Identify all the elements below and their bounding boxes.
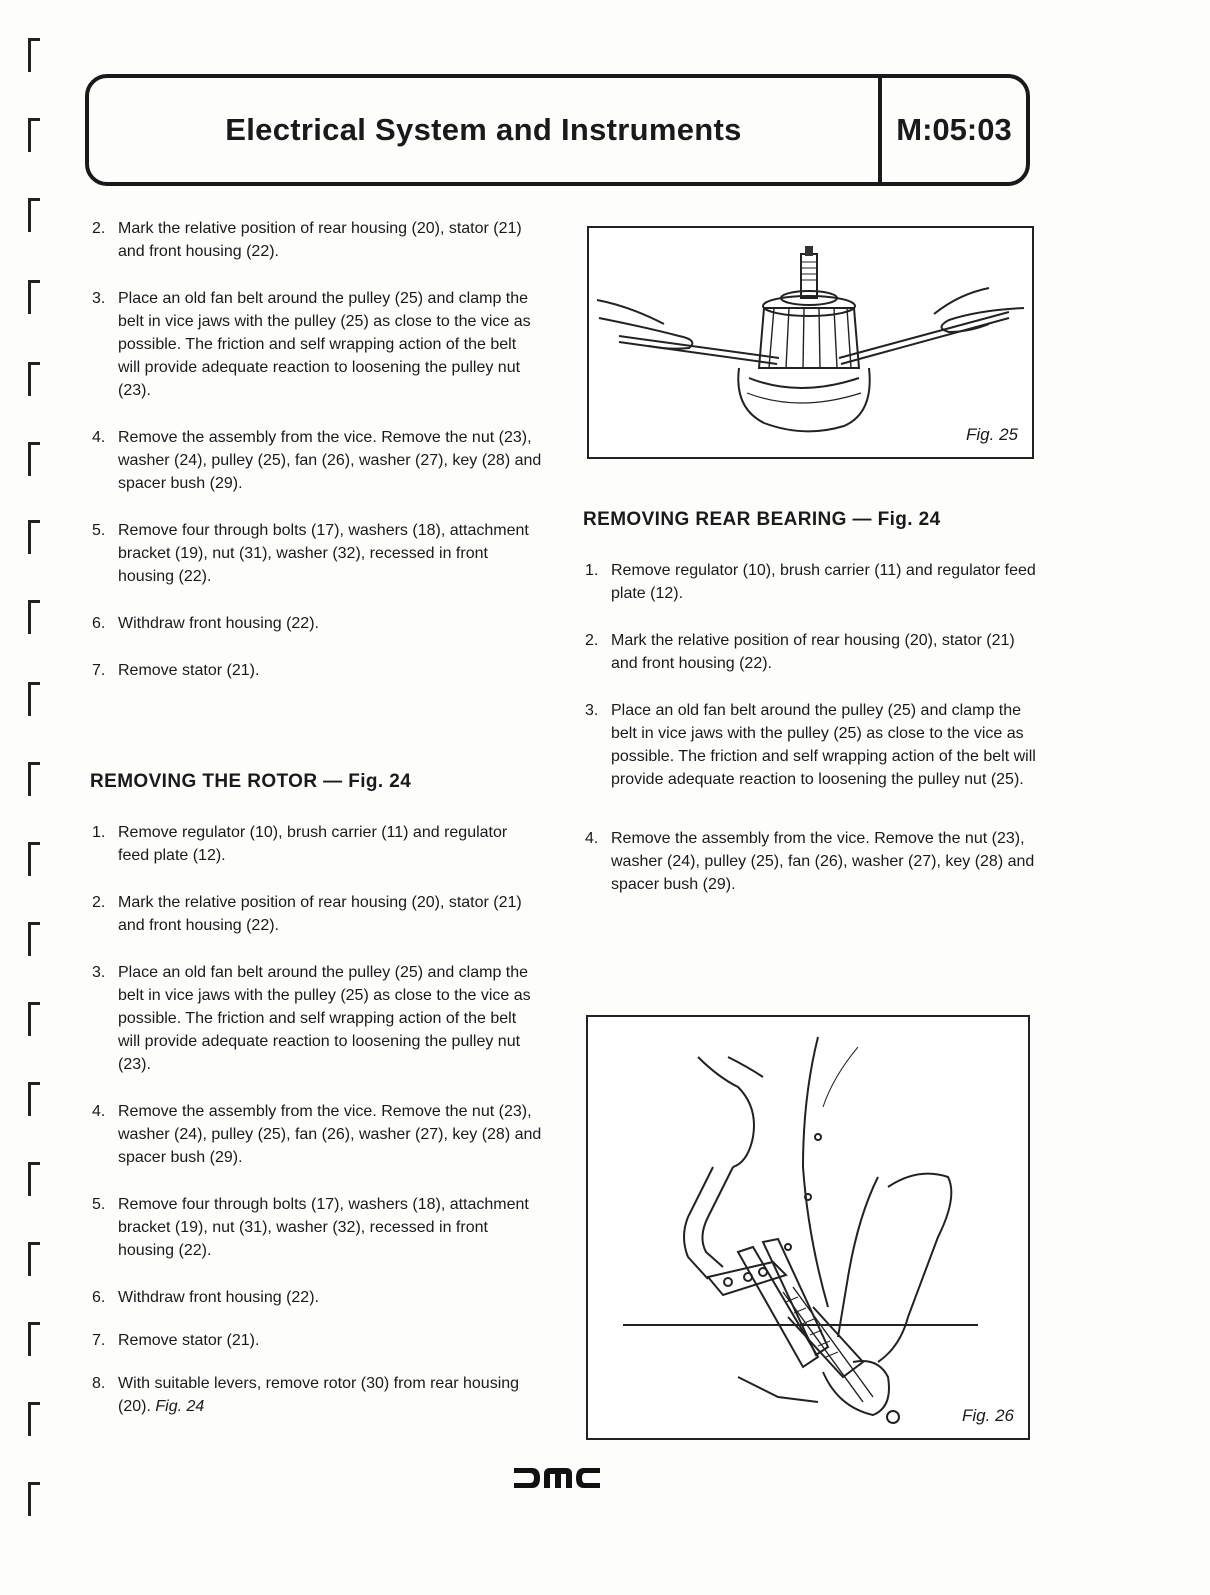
- section-heading-removing-rotor: REMOVING THE ROTOR — Fig. 24: [90, 771, 412, 792]
- binder-mark: [22, 1482, 42, 1516]
- list-item: 8. With suitable levers, remove rotor (30) from rear housing (20). Fig. 24: [92, 1375, 520, 1415]
- list-item: 1. Remove regulator (10), brush carrier (11) and regulator feed plate (12).: [92, 824, 508, 864]
- page-title: Electrical System and Instruments: [225, 112, 742, 147]
- binder-mark: [22, 520, 42, 554]
- list-item: 6. Withdraw front housing (22).: [92, 1289, 319, 1306]
- list-item: 4. Remove the assembly from the vice. Remove the nut (23), washer (24), pulley (25), fan (26), washer (27), key (28) and spacer bush (29).: [92, 1103, 542, 1166]
- binder-mark: [22, 842, 42, 876]
- binder-mark: [22, 1242, 42, 1276]
- figure-26-caption: Fig. 26: [962, 1406, 1014, 1425]
- alternator-levers-illustration: [589, 228, 1032, 457]
- bearing-puller-illustration: [588, 1017, 1028, 1438]
- section-heading-removing-rear-bearing: REMOVING REAR BEARING — Fig. 24: [583, 509, 941, 530]
- list-item: 3. Place an old fan belt around the pulley (25) and clamp the belt in vice jaws with the pulley (25) as close to the vice as possible. The friction and self wrapping action of the belt will provide adequate reaction to loosening the pulley nut (25).: [585, 702, 1036, 788]
- list-item: 4. Remove the assembly from the vice. Remove the nut (23), washer (24), pulley (25), fan (26), washer (27), key (28) and spacer bush (29).: [92, 429, 542, 492]
- binder-mark: [22, 118, 42, 152]
- figure-25-caption: Fig. 25: [966, 425, 1018, 444]
- binder-mark: [22, 198, 42, 232]
- binder-mark: [22, 600, 42, 634]
- list-item: 7. Remove stator (21).: [92, 662, 260, 679]
- list-item: 1. Remove regulator (10), brush carrier (11) and regulator feed plate (12).: [585, 562, 1036, 602]
- binder-mark: [22, 442, 42, 476]
- fig-reference: Fig. 24: [155, 1398, 205, 1415]
- steps-list: [90, 217, 542, 682]
- list-item: 2. Mark the relative position of rear housing (20), stator (21) and front housing (22).: [585, 632, 1015, 672]
- binder-mark: [22, 1322, 42, 1356]
- list-item: 7. Remove stator (21).: [92, 1332, 260, 1349]
- binder-mark: [22, 922, 42, 956]
- binder-mark: [22, 682, 42, 716]
- list-item: 5. Remove four through bolts (17), washers (18), attachment bracket (19), nut (31), washer (32), recessed in front housing (22).: [92, 522, 529, 585]
- binder-mark: [22, 1162, 42, 1196]
- list-item: 2. Mark the relative position of rear housing (20), stator (21) and front housing (22).: [92, 220, 522, 260]
- list-item: 6. Withdraw front housing (22).: [92, 615, 319, 632]
- binder-mark: [22, 362, 42, 396]
- list-item: 5. Remove four through bolts (17), washers (18), attachment bracket (19), nut (31), washer (32), recessed in front housing (22).: [92, 1196, 529, 1259]
- list-item: 2. Mark the relative position of rear housing (20), stator (21) and front housing (22).: [92, 894, 522, 934]
- binder-mark: [22, 1082, 42, 1116]
- binder-mark: [22, 280, 42, 314]
- binder-mark: [22, 1402, 42, 1436]
- binder-mark: [22, 38, 42, 72]
- rear-bearing-steps-list: [583, 559, 1038, 896]
- binder-mark: [22, 762, 42, 796]
- section-code: M:05:03: [896, 112, 1012, 147]
- page-header: [85, 74, 1030, 186]
- binder-mark: [22, 1002, 42, 1036]
- figure-26: [586, 1015, 1030, 1440]
- list-item: 4. Remove the assembly from the vice. Remove the nut (23), washer (24), pulley (25), fan (26), washer (27), key (28) and spacer bush (29).: [585, 830, 1035, 893]
- right-column: [583, 508, 1038, 920]
- list-item: 3. Place an old fan belt around the pulley (25) and clamp the belt in vice jaws with the pulley (25) as close to the vice as possible. The friction and self wrapping action of the belt will provide adequate reaction to loosening the pulley nut (23).: [92, 290, 531, 399]
- left-column: [90, 217, 542, 1442]
- figure-25: [587, 226, 1034, 459]
- rotor-steps-list: [90, 821, 542, 1418]
- list-item: 3. Place an old fan belt around the pulley (25) and clamp the belt in vice jaws with the pulley (25) as close to the vice as possible. The friction and self wrapping action of the belt will provide adequate reaction to loosening the pulley nut (23).: [92, 964, 531, 1073]
- dmc-logo: [512, 1464, 602, 1492]
